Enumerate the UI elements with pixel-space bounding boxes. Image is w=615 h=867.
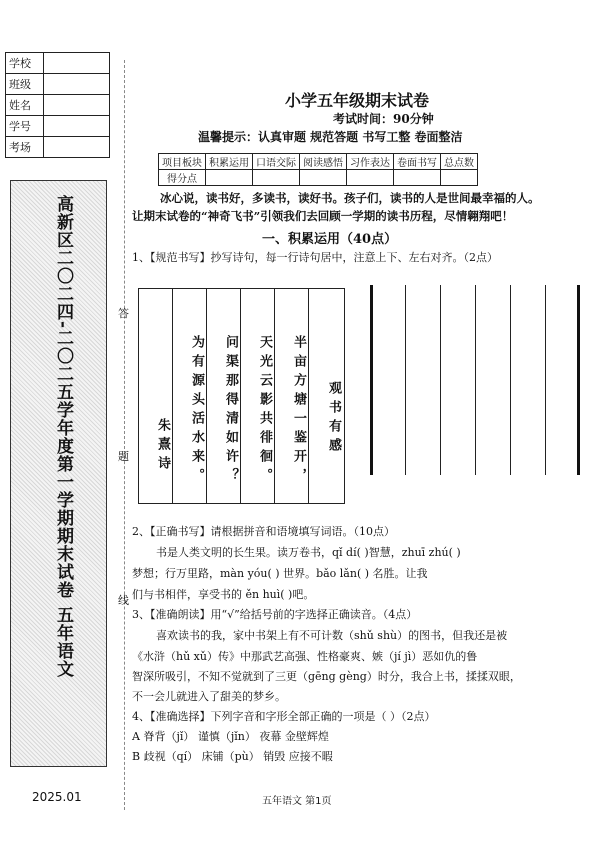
score-header: 项目板块 — [159, 154, 206, 170]
q4-option-a[interactable]: A 脊背（jǐ） 谨慎（jǐn） 夜幕 金壁辉煌 — [132, 730, 329, 743]
score-table — [158, 153, 478, 186]
score-header: 习作表达 — [347, 154, 394, 170]
q3-line-2: 《水浒（hǔ xǔ）传》中那武艺高强、性格豪爽、嫉（jí jì）恶如仇的鲁 — [132, 650, 478, 663]
score-row-label: 得分点 — [159, 170, 206, 186]
score-cell[interactable] — [347, 170, 394, 186]
name-field[interactable] — [44, 95, 110, 116]
student-info-table — [5, 52, 110, 158]
exam-title: 小学五年级期末试卷 — [285, 91, 430, 110]
room-field[interactable] — [44, 137, 110, 158]
score-cell[interactable] — [206, 170, 253, 186]
question-2: 2、【正确书写】请根据拼音和语境填写词语。（10点） — [132, 525, 395, 538]
score-cell[interactable] — [441, 170, 478, 186]
intro-line-1: 冰心说，读书好，多读书，读好书。孩子们，读书的人是世间最幸福的人。 — [160, 191, 540, 205]
binding-line — [124, 60, 125, 810]
margin-marker-ti: 题 — [118, 450, 129, 463]
q3-line-3: 智深所吸引，不知不觉就到了三更（gēng gèng）时分，我合上书，揉揉双眼， — [132, 670, 521, 683]
margin-marker-da: 答 — [118, 307, 129, 320]
warm-tip: 温馨提示：认真审题 规范答题 书写工整 卷面整洁 — [198, 130, 463, 144]
score-cell[interactable] — [394, 170, 441, 186]
info-label-class: 班级 — [6, 74, 44, 95]
exam-date: 2025.01 — [32, 790, 82, 804]
q3-line-4: 不一会儿就进入了甜美的梦乡。 — [132, 690, 286, 703]
exam-time: 考试时间：90分钟 — [333, 112, 434, 126]
vertical-exam-title: 高新区二〇二四-二〇二五学年度第一学期期末试卷 五年语文 — [53, 195, 73, 678]
class-field[interactable] — [44, 74, 110, 95]
q2-line-1: 书是人类文明的长生果。读万卷书，qǐ dí( )智慧，zhuī zhú( ) — [156, 546, 461, 559]
info-label-id: 学号 — [6, 116, 44, 137]
score-header: 总点数 — [441, 154, 478, 170]
info-label-room: 考场 — [6, 137, 44, 158]
score-header: 积累运用 — [206, 154, 253, 170]
info-label-name: 姓名 — [6, 95, 44, 116]
question-4: 4、【准确选择】下列字音和字形全部正确的一项是（ ）（2点） — [132, 710, 436, 723]
school-field[interactable] — [44, 53, 110, 74]
section-1-heading: 一、积累运用（40点） — [262, 232, 398, 247]
score-header: 卷面书写 — [394, 154, 441, 170]
poem-line-4: 为有源头活水来。 — [173, 289, 207, 503]
score-header: 阅读感悟 — [300, 154, 347, 170]
q3-line-1: 喜欢读书的我，家中书架上有不可计数（shǔ shù）的图书，但我还是被 — [156, 629, 508, 642]
score-cell[interactable] — [300, 170, 347, 186]
page-footer: 五年语文 第1页 — [262, 796, 332, 807]
info-label-school: 学校 — [6, 53, 44, 74]
poem-line-1: 半亩方塘一鉴开， — [275, 289, 309, 503]
poem-line-2: 天光云影共徘徊。 — [241, 289, 275, 503]
question-1: 1、【规范书写】抄写诗句，每一行诗句居中，注意上下、左右对齐。（2点） — [132, 251, 498, 264]
question-3: 3、【准确朗读】用“√”给括号前的字选择正确读音。（4点） — [132, 608, 418, 621]
q4-option-b[interactable]: B 歧视（qí） 床铺（pù） 销毁 应接不暇 — [132, 750, 333, 763]
writing-grid[interactable] — [370, 285, 580, 475]
q2-line-2: 梦想；行万里路，màn yóu( ) 世界。bǎo lǎn( ) 名胜。让我 — [132, 567, 428, 580]
score-cell[interactable] — [253, 170, 300, 186]
score-header: 口语交际 — [253, 154, 300, 170]
poem-title: 观书有感 — [326, 380, 341, 457]
margin-marker-xian: 线 — [118, 594, 129, 607]
poem-box — [138, 288, 345, 504]
poem-line-3: 问渠那得清如许？ — [207, 289, 241, 503]
q2-line-3: 们与书相伴，享受书的 ěn huì( )吧。 — [132, 588, 315, 601]
poem-author: 朱熹诗 — [139, 289, 173, 503]
intro-line-2: 让期末试卷的“神奇飞书”引领我们去回顾一学期的读书历程，尽情翱翔吧！ — [132, 209, 514, 223]
id-field[interactable] — [44, 116, 110, 137]
